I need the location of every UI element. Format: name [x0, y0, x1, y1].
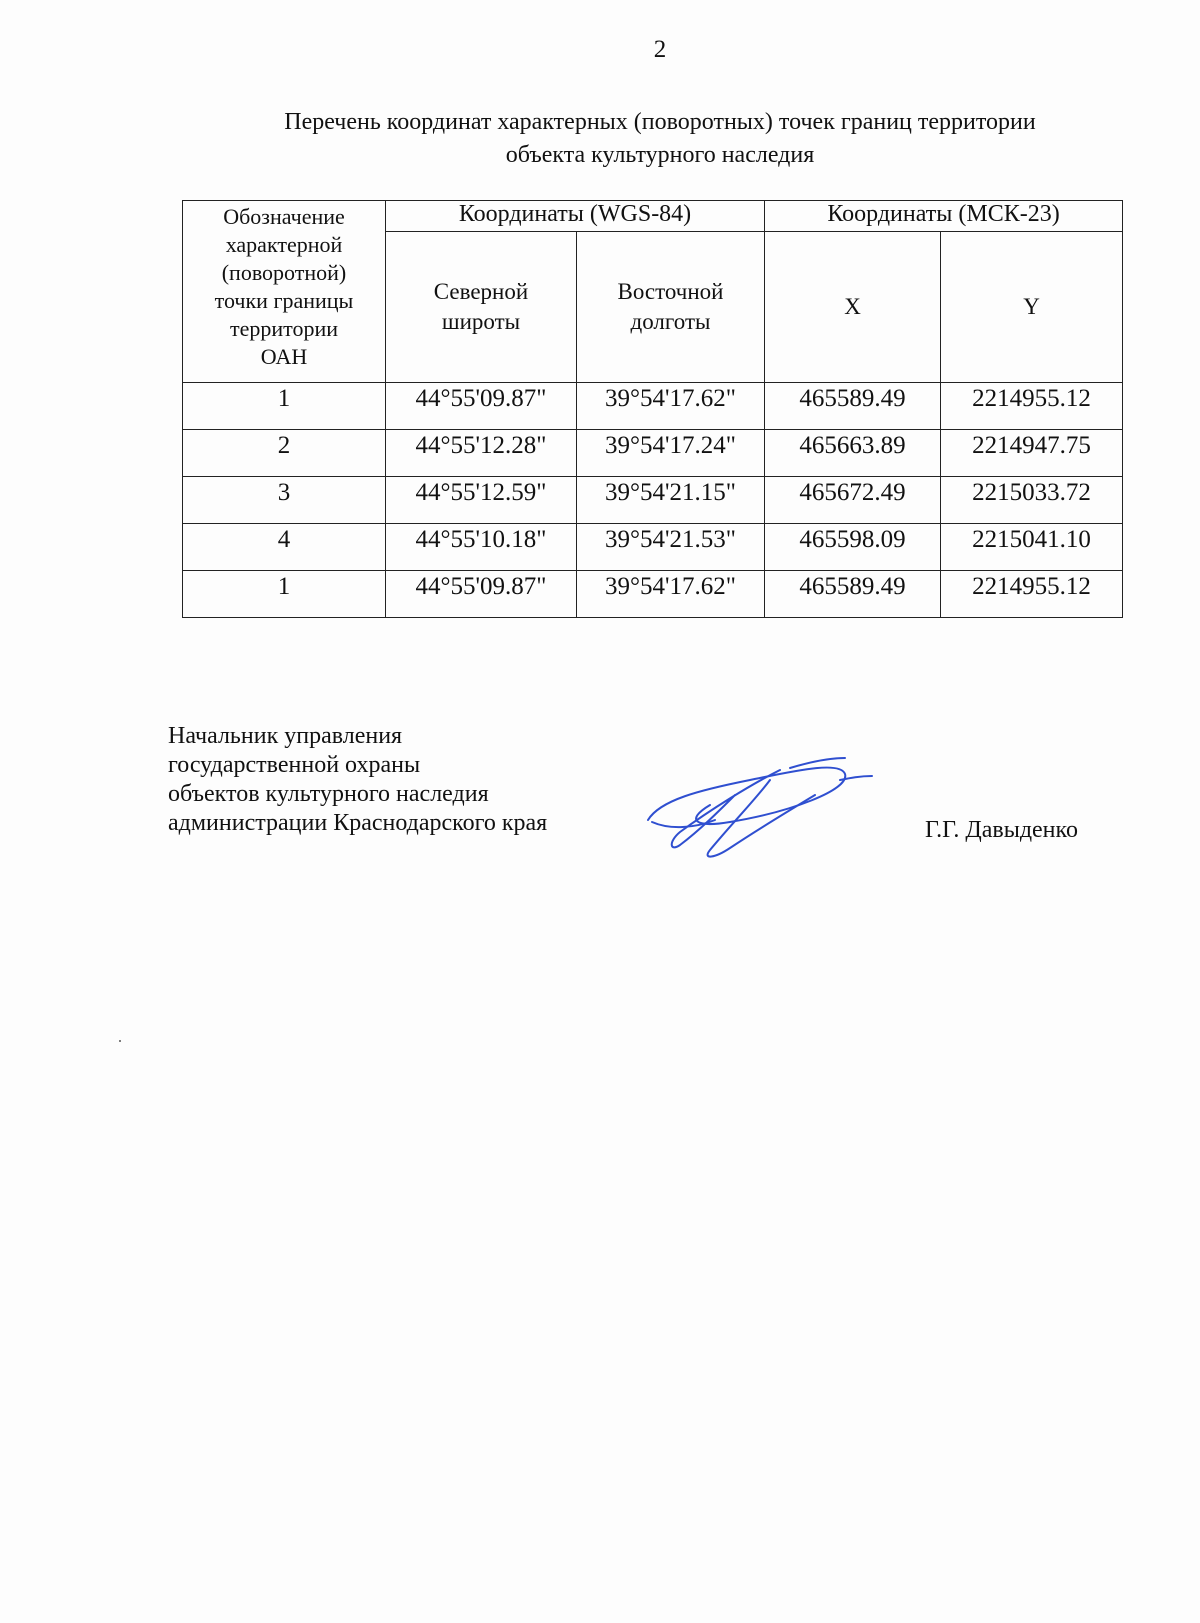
msk23-group-header: Координаты (МСК-23) [765, 201, 1123, 232]
longitude-cell: 39°54'21.53" [577, 524, 765, 571]
x-header: X [765, 232, 941, 383]
x-cell: 465672.49 [765, 477, 941, 524]
longitude-cell: 39°54'21.15" [577, 477, 765, 524]
signer-position-line: государственной охраны [168, 752, 421, 778]
y-cell: 2214955.12 [941, 383, 1123, 430]
handwritten-signature [640, 750, 890, 870]
longitude-cell: 39°54'17.24" [577, 430, 765, 477]
point-id-cell: 1 [183, 571, 386, 618]
latitude-cell: 44°55'12.59" [386, 477, 577, 524]
title-line-2: объекта культурного наследия [505, 142, 815, 168]
signer-position-line: Начальник управления [168, 723, 403, 749]
page-number: 2 [653, 36, 667, 63]
point-id-cell: 4 [183, 524, 386, 571]
x-cell: 465589.49 [765, 571, 941, 618]
y-header: Y [941, 232, 1123, 383]
point-designation-header: Обозначение характерной (поворотной) точки границы территории ОАН [183, 201, 386, 383]
signer-position-line: администрации Краснодарского края [168, 810, 548, 836]
table-row [183, 430, 1123, 477]
signer-name: Г.Г. Давыденко [925, 817, 1078, 843]
title-line-1: Перечень координат характерных (поворотных) точек границ территории [284, 109, 1036, 135]
longitude-cell: 39°54'17.62" [577, 571, 765, 618]
longitude-cell: 39°54'17.62" [577, 383, 765, 430]
y-cell: 2215041.10 [941, 524, 1123, 571]
y-cell: 2214955.12 [941, 571, 1123, 618]
table-row [183, 571, 1123, 618]
table-row [183, 383, 1123, 430]
document-title [150, 106, 1170, 172]
table-row [183, 524, 1123, 571]
y-cell: 2214947.75 [941, 430, 1123, 477]
x-cell: 465598.09 [765, 524, 941, 571]
latitude-header: Северной широты [386, 232, 577, 383]
wgs84-group-header: Координаты (WGS-84) [386, 201, 765, 232]
latitude-cell: 44°55'10.18" [386, 524, 577, 571]
point-id-cell: 2 [183, 430, 386, 477]
scan-speck [119, 1040, 121, 1042]
coordinates-table [182, 200, 1123, 618]
latitude-cell: 44°55'09.87" [386, 571, 577, 618]
table-row [183, 477, 1123, 524]
latitude-cell: 44°55'09.87" [386, 383, 577, 430]
signer-position [168, 722, 547, 838]
longitude-header: Восточной долготы [577, 232, 765, 383]
signer-position-line: объектов культурного наследия [168, 781, 489, 807]
x-cell: 465589.49 [765, 383, 941, 430]
point-id-cell: 1 [183, 383, 386, 430]
point-id-cell: 3 [183, 477, 386, 524]
y-cell: 2215033.72 [941, 477, 1123, 524]
x-cell: 465663.89 [765, 430, 941, 477]
latitude-cell: 44°55'12.28" [386, 430, 577, 477]
